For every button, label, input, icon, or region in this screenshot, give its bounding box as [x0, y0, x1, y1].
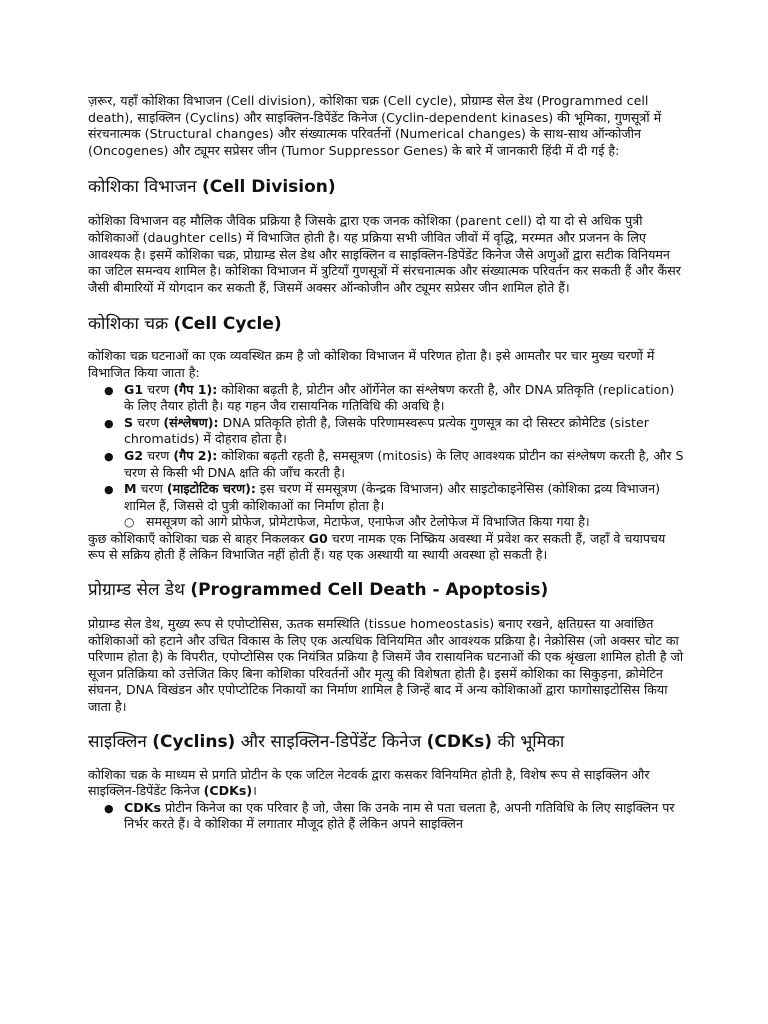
heading-part: और साइक्लिन-डिपेंडेंट किनेज [240, 731, 422, 752]
circle-bullet-icon: ○ [124, 515, 135, 530]
phase-text: कोशिका बढ़ती रहती है, समसूत्रण (mitosis) के लिए आवश्यक प्रोटीन का संश्लेषण करती है, और S चरण से किसी भी DNA क्षति की जाँच करती है। [124, 447, 684, 480]
list-item-cdks [88, 800, 684, 833]
phase-label: G1 [124, 381, 144, 397]
heading-cell-cycle [88, 312, 684, 336]
heading-english: (Cell Cycle) [173, 314, 282, 335]
heading-part: की भूमिका [497, 731, 565, 752]
cyclins-text-before: कोशिका चक्र के माध्यम से प्रगति प्रोटीन के एक जटिल नेटवर्क द्वारा कसकर विनियमित होती है, विशेष रूप से साइक्लिन और साइक्लिन-डिपेंडेंट किनेज [88, 766, 650, 799]
heading-hindi: कोशिका चक्र [88, 314, 169, 335]
intro-paragraph: ज़रूर, यहाँ कोशिका विभाजन (Cell division), कोशिका चक्र (Cell cycle), प्रोग्राम्ड सेल डेथ (Programmed cell death), साइक्लिन (Cyclins) और साइक्लिन-डिपेंडेंट किनेज (Cyclin-dependent kinases) की भूमिका, गुणसूत्रों में संरचनात्मक (Structural changes) और संख्यात्मक परिवर्तनों (Numerical changes) के साथ-साथ ऑन्कोजीन (Oncogenes) और ट्यूमर सप्रेसर जीन (Tumor Suppressor Genes) के बारे में जानकारी हिंदी में दी गई है: [88, 93, 662, 158]
heading-cell-division [88, 175, 684, 199]
cyclins-paragraph [88, 767, 684, 800]
phase-text: DNA प्रतिकृति होती है, जिसके परिणामस्वरूप प्रत्येक गुणसूत्र का दो सिस्टर क्रोमेटिड (sister chromatids) में दोहराव होता है। [124, 414, 649, 447]
cell-cycle-intro: कोशिका चक्र घटनाओं का एक व्यवस्थित क्रम है जो कोशिका विभाजन में परिणत होता है। इसे आमतौर पर चार मुख्य चरणों में विभाजित किया जाता है: [88, 348, 655, 380]
apoptosis-paragraph: प्रोग्राम्ड सेल डेथ, मुख्य रूप से एपोप्टोसिस, ऊतक समस्थिति (tissue homeostasis) बनाए रखने, क्षतिग्रस्त या अवांछित कोशिकाओं को हटाने और उचित विकास के लिए एक अत्यधिक विनियमित और आवश्यक प्रक्रिया है। नेक्रोसिस (जो अक्सर चोट का परिणाम होता है) के विपरीत, एपोप्टोसिस एक नियंत्रित प्रक्रिया है जिसमें जैव रासायनिक घटनाओं की एक श्रृंखला शामिल होती है जो सूजन प्रतिक्रिया को उत्तेजित किए बिना कोशिका परिवर्तनों और मृत्यु की विशेषता होती है। इसमें कोशिका का सिकुड़ना, क्रोमेटिन संघनन, DNA विखंडन और एपोप्टोटिक निकायों का निर्माण शामिल है जिन्हें बाद में अन्य कोशिकाओं द्वारा फागोसाइटोसिस किया जाता है। [88, 616, 684, 715]
heading-english: (Programmed Cell Death - Apoptosis) [190, 580, 549, 601]
list-item-g1 [88, 382, 684, 415]
cell-division-paragraph: कोशिका विभाजन वह मौलिक जैविक प्रक्रिया है जिसके द्वारा एक जनक कोशिका (parent cell) दो या दो से अधिक पुत्री कोशिकाओं (daughter cells) में विभाजित होती है। यह प्रक्रिया सभी जीवित जीवों में वृद्धि, मरम्मत और प्रजनन के लिए आवश्यक है। इसमें कोशिका चक्र, प्रोग्राम्ड सेल डेथ और साइक्लिन व साइक्लिन-डिपेंडेंट किनेज जैसे अणुओं द्वारा सटीक विनियमन का जटिल समन्वय शामिल है। कोशिका विभाजन में त्रुटियाँ गुणसूत्रों में संरचनात्मक और संख्यात्मक परिवर्तन कर सकती हैं और कैंसर जैसी बीमारियों में योगदान कर सकती हैं, जिसमें अक्सर ऑन्कोजीन और ट्यूमर सप्रेसर जीन शामिल होते हैं। [88, 213, 681, 295]
phase-text: कोशिका बढ़ती है, प्रोटीन और ऑर्गेनेल का संश्लेषण करती है, और DNA प्रतिकृति (replication) के लिए तैयार होती है। यह गहन जैव रासायनिक गतिविधि की अवधि है। [124, 381, 675, 414]
heading-english: (Cell Division) [201, 177, 336, 198]
heading-programmed-cell-death [88, 578, 684, 602]
phase-paren: (माइटोटिक चरण): [166, 481, 256, 497]
phase-text: इस चरण में समसूत्रण (केन्द्रक विभाजन) और साइटोकाइनेसिस (कोशिका द्रव्य विभाजन) शामिल हैं, जिससे दो पुत्री कोशिकाओं का निर्माण होता है। [124, 481, 660, 513]
g0-label: G0 [308, 530, 328, 546]
bullet-icon: ● [104, 801, 114, 815]
phase-label: G2 [124, 447, 144, 463]
cyclins-text-after: । [252, 783, 257, 799]
list-item-m [88, 481, 684, 531]
phase-label: M [124, 481, 137, 497]
phase-paren: (गैप 2): [173, 447, 218, 463]
m-phase-sublist [124, 514, 684, 531]
bullet-icon: ● [104, 416, 114, 430]
g0-text-before: कुछ कोशिकाएँ कोशिका चक्र से बाहर निकलकर [88, 530, 309, 546]
phase-paren: (गैप 1): [173, 381, 218, 397]
phase-word: चरण [133, 414, 164, 430]
phase-paren: (संश्लेषण): [163, 414, 219, 430]
bullet-icon: ● [104, 383, 114, 397]
heading-part-bold: (Cyclins) [152, 731, 236, 752]
heading-cyclins-cdks [88, 730, 684, 754]
heading-part: साइक्लिन [88, 731, 147, 752]
g0-paragraph [88, 531, 684, 564]
phase-word: चरण [143, 381, 174, 397]
phase-word: चरण [143, 447, 174, 463]
heading-part-bold: (CDKs) [426, 731, 493, 752]
heading-hindi: कोशिका विभाजन [88, 177, 197, 198]
cyclins-text-bold: (CDKs) [203, 783, 253, 799]
list-item-g2 [88, 448, 684, 481]
bullet-icon: ● [104, 483, 114, 497]
cdk-label: CDKs [124, 799, 161, 815]
list-item-s [88, 415, 684, 448]
list-item-mitosis-stages [124, 514, 684, 531]
cdk-text: प्रोटीन किनेज का एक परिवार है जो, जैसा कि उनके नाम से पता चलता है, अपनी गतिविधि के लिए साइक्लिन पर निर्भर करते हैं। वे कोशिका में लगातार मौजूद होते हैं लेकिन अपने साइक्लिन [124, 799, 675, 832]
phase-label: S [124, 414, 134, 430]
phase-word: चरण [136, 481, 167, 497]
document-content [88, 93, 684, 833]
g0-text-after: चरण नामक एक निष्क्रिय अवस्था में प्रवेश कर सकती हैं, जहाँ वे चयापचय रूप से सक्रिय होती हैं लेकिन विभाजित नहीं होती हैं। यह एक अस्थायी या स्थायी अवस्था हो सकती है। [88, 530, 666, 563]
bullet-icon: ● [104, 449, 114, 463]
cell-cycle-phase-list [88, 382, 684, 531]
heading-hindi: प्रोग्राम्ड सेल डेथ [88, 580, 185, 601]
sub-item-text: समसूत्रण को आगे प्रोफेज, प्रोमेटाफेज, मेटाफेज, एनाफेज और टेलोफेज में विभाजित किया गया है। [146, 514, 590, 530]
cdk-list [88, 800, 684, 833]
